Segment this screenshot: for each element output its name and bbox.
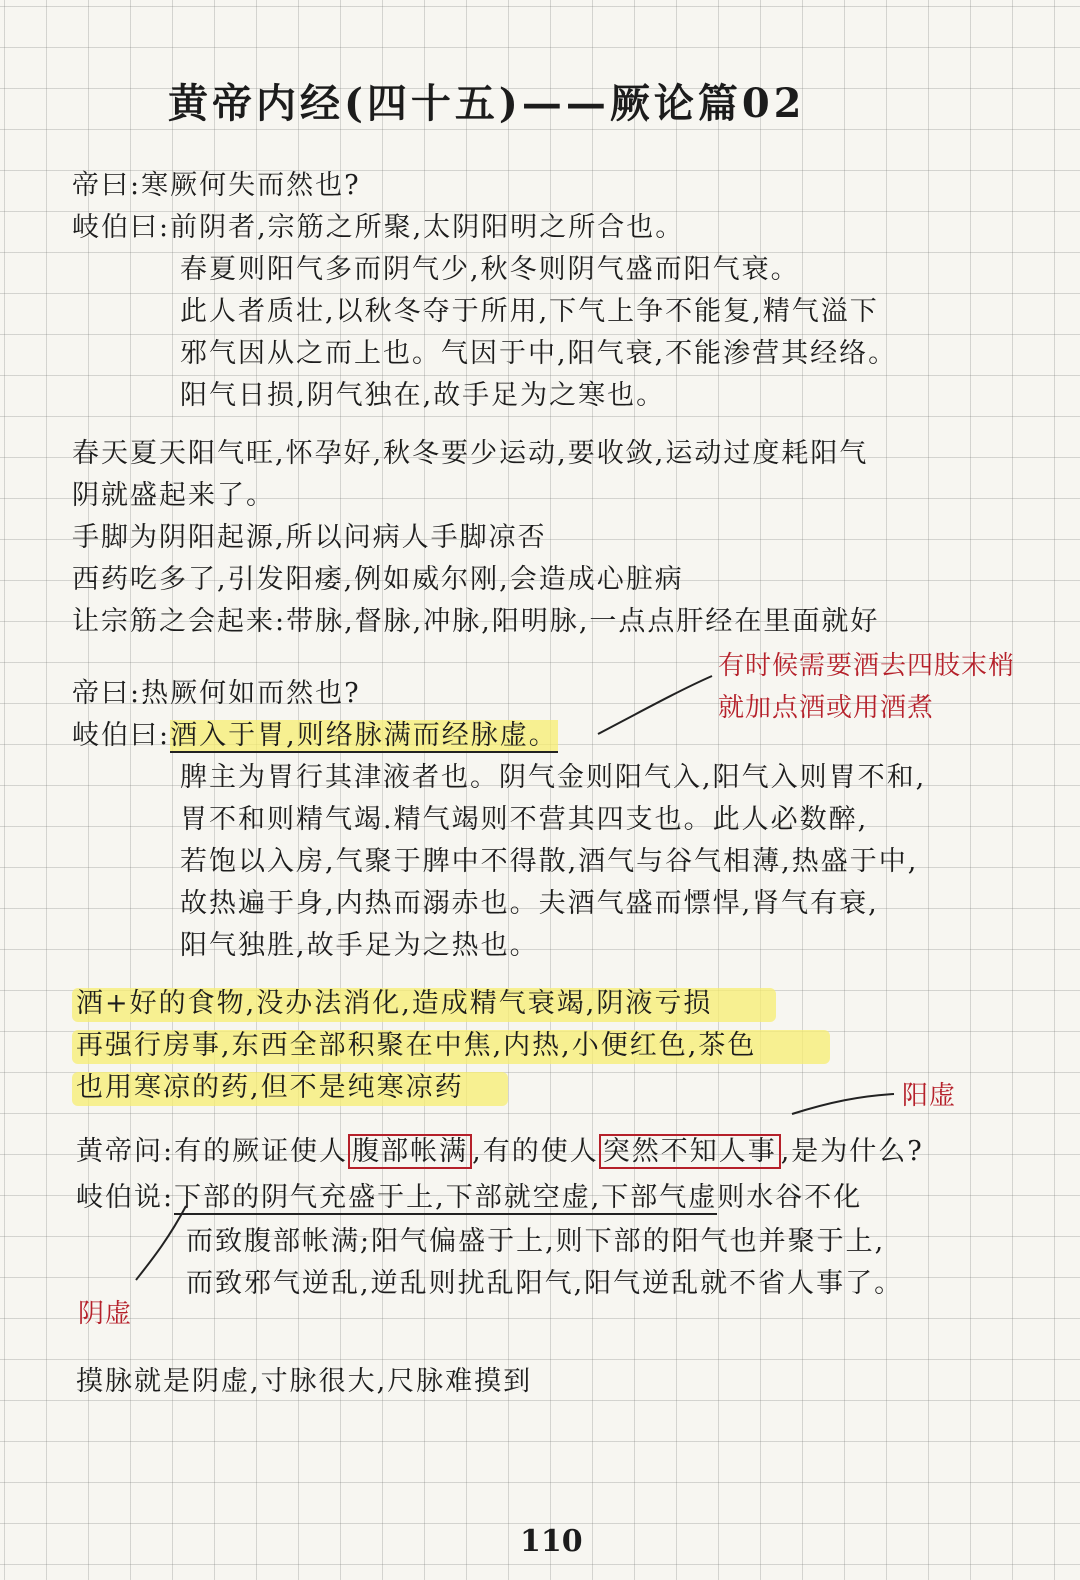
note-line: 让宗筋之会起来:带脉,督脉,冲脉,阳明脉,一点点肝经在里面就好 xyxy=(72,606,880,637)
answer-line: 而致腹部帐满;阳气偏盛于上,则下部的阳气也并聚于上, xyxy=(186,1226,886,1257)
connector-line-wine xyxy=(598,676,712,734)
answer-line: 胃不和则精气竭.精气竭则不营其四支也。此人必数醉, xyxy=(180,804,869,835)
question-text: ,是为什么? xyxy=(780,1136,924,1167)
answer-line: 此人者质壮,以秋冬夺于所用,下气上争不能复,精气溢下 xyxy=(180,296,879,327)
red-annotation-line: 有时候需要酒去四肢末梢 xyxy=(718,651,1016,681)
answer-qibo xyxy=(76,1180,862,1216)
connector-line-yin xyxy=(136,1206,186,1280)
boxed-phrase-loss-of-consciousness: 突然不知人事 xyxy=(599,1134,781,1169)
answer-prefix: 岐伯说: xyxy=(76,1182,175,1213)
answer-line: 阳气日损,阴气独在,故手足为之寒也。 xyxy=(180,380,666,411)
highlighted-note: 再强行房事,东西全部积聚在中焦,内热,小便红色,茶色 xyxy=(76,1030,757,1061)
underlined-phrase: 下部的阴气充盛于上,下部就空虚,下部气虚 xyxy=(174,1182,718,1213)
answer-line-hot xyxy=(72,718,558,754)
answer-line: 阳气独胜,故手足为之热也。 xyxy=(180,930,539,961)
question-cold-jue: 帝曰:寒厥何失而然也? xyxy=(72,170,361,201)
answer-line: 故热遍于身,内热而溺赤也。夫酒气盛而慓悍,肾气有衰, xyxy=(180,888,879,919)
highlighted-phrase: 酒入于胃,则络脉满而经脉虚。 xyxy=(170,720,558,751)
note-line: 春天夏天阳气旺,怀孕好,秋冬要少运动,要收敛,运动过度耗阳气 xyxy=(72,438,869,469)
answer-text: 则水谷不化 xyxy=(717,1182,863,1213)
question-hot-jue: 帝曰:热厥何如而然也? xyxy=(72,678,361,709)
answer-line: 春夏则阳气多而阴气少,秋冬则阴气盛而阳气衰。 xyxy=(180,254,800,285)
red-annotation-line: 就加点酒或用酒煮 xyxy=(718,693,935,723)
boxed-phrase-abdominal-distension: 腹部帐满 xyxy=(348,1134,472,1169)
note-line: 手脚为阴阳起源,所以问病人手脚凉否 xyxy=(72,522,547,553)
connector-line-yang xyxy=(792,1094,894,1114)
highlighted-note: 酒+好的食物,没办法消化,造成精气衰竭,阴液亏损 xyxy=(76,988,713,1019)
note-line: 阴就盛起来了。 xyxy=(72,480,275,511)
note-line: 西药吃多了,引发阳痿,例如威尔刚,会造成心脏病 xyxy=(72,564,684,595)
answer-line: 脾主为胃行其津液者也。阴气金则阳气入,阳气入则胃不和, xyxy=(180,762,927,793)
answer-prefix: 岐伯曰: xyxy=(72,720,171,751)
final-note: 摸脉就是阴虚,寸脉很大,尺脉难摸到 xyxy=(76,1366,533,1397)
question-text: 黄帝问:有的厥证使人 xyxy=(76,1136,349,1167)
page-title: 黄帝内经(四十五)——厥论篇02 xyxy=(168,80,806,127)
question-huangdi xyxy=(76,1134,924,1170)
answer-line-1: 岐伯曰:前阴者,宗筋之所聚,太阴阳明之所合也。 xyxy=(72,212,685,243)
highlighted-note: 也用寒凉的药,但不是纯寒凉药 xyxy=(76,1072,464,1103)
page-number: 110 xyxy=(520,1524,583,1559)
label-yang-deficiency: 阳虚 xyxy=(902,1081,957,1111)
answer-line: 而致邪气逆乱,逆乱则扰乱阳气,阳气逆乱就不省人事了。 xyxy=(186,1268,904,1299)
answer-line: 若饱以入房,气聚于脾中不得散,酒气与谷气相薄,热盛于中, xyxy=(180,846,919,877)
answer-line: 邪气因从之而上也。气因于中,阳气衰,不能渗营其经络。 xyxy=(180,338,898,369)
question-text: ,有的使人 xyxy=(472,1136,599,1167)
label-yin-deficiency: 阴虚 xyxy=(78,1299,133,1329)
